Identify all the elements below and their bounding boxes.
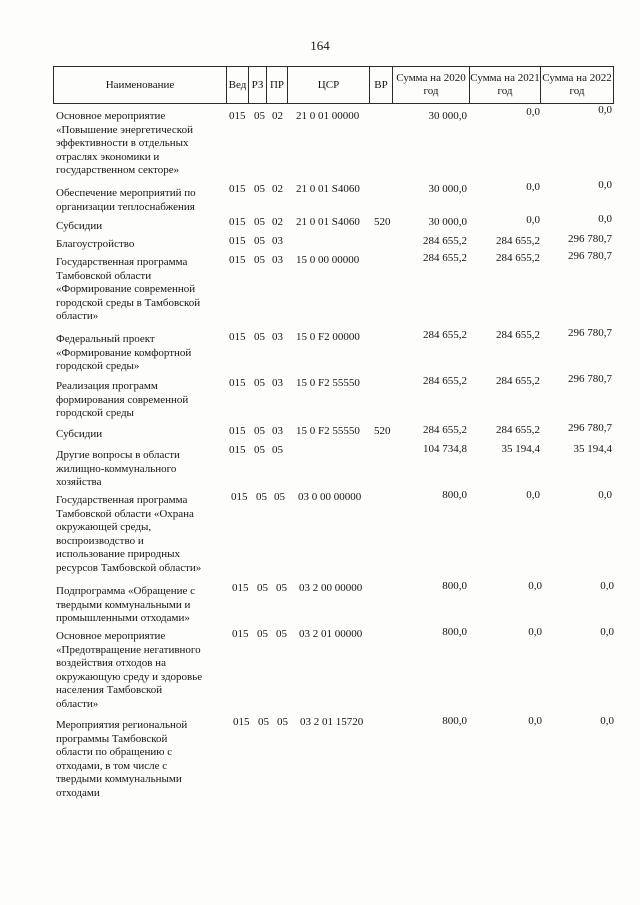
row-pr: 03 xyxy=(272,235,283,247)
row-ved: 015 xyxy=(229,110,246,122)
row-pr: 05 xyxy=(272,444,283,456)
row-pr: 02 xyxy=(272,216,283,228)
row-name: Субсидии xyxy=(56,220,103,232)
row-pr: 03 xyxy=(272,377,283,389)
row-csr: 15 0 F2 55550 xyxy=(296,377,360,389)
row-rz: 05 xyxy=(258,716,269,728)
row-csr: 15 0 F2 00000 xyxy=(296,331,360,343)
row-name: Благоустройство xyxy=(56,238,135,250)
row-sum-2020: 284 655,2 xyxy=(423,424,467,436)
header-divider xyxy=(613,66,614,104)
row-sum-2021: 0,0 xyxy=(526,214,540,226)
row-pr: 05 xyxy=(277,716,288,728)
row-sum-2022: 0,0 xyxy=(598,179,612,191)
row-ved: 015 xyxy=(229,377,246,389)
row-ved: 015 xyxy=(229,444,246,456)
row-name: Основное мероприятие «Повышение энергетической эффективности в отдельных отраслях экономики и государственном секторе» xyxy=(56,110,193,177)
row-ved: 015 xyxy=(232,628,249,640)
row-vr: 520 xyxy=(374,216,391,228)
row-sum-2022: 0,0 xyxy=(598,489,612,501)
row-ved: 015 xyxy=(229,216,246,228)
row-csr: 21 0 01 S4060 xyxy=(296,216,360,228)
row-pr: 02 xyxy=(272,183,283,195)
row-rz: 05 xyxy=(254,110,265,122)
row-vr: 520 xyxy=(374,425,391,437)
row-name: Другие вопросы в области жилищно-коммунального хозяйства xyxy=(56,449,180,489)
row-sum-2020: 800,0 xyxy=(442,715,467,727)
row-name: Федеральный проект «Формирование комфортной городской среды» xyxy=(56,333,192,373)
row-sum-2022: 296 780,7 xyxy=(568,422,612,434)
row-csr: 15 0 F2 55550 xyxy=(296,425,360,437)
row-sum-2020: 284 655,2 xyxy=(423,329,467,341)
row-csr: 21 0 01 00000 xyxy=(296,110,360,122)
row-ved: 015 xyxy=(229,183,246,195)
row-csr: 03 2 00 00000 xyxy=(299,582,363,594)
row-sum-2022: 296 780,7 xyxy=(568,327,612,339)
row-sum-2022: 0,0 xyxy=(600,626,614,638)
row-name: Субсидии xyxy=(56,428,103,440)
row-sum-2022: 0,0 xyxy=(600,715,614,727)
row-pr: 05 xyxy=(276,628,287,640)
row-sum-2022: 0,0 xyxy=(598,104,612,116)
row-sum-2021: 0,0 xyxy=(528,715,542,727)
row-sum-2020: 284 655,2 xyxy=(423,235,467,247)
row-sum-2021: 0,0 xyxy=(526,489,540,501)
row-rz: 05 xyxy=(254,425,265,437)
row-name: Обеспечение мероприятий по организации теплоснабжения xyxy=(56,187,196,213)
header-sum-2020: Сумма на 2020 год xyxy=(396,72,466,97)
row-name: Государственная программа Тамбовской области «Формирование современной городской среды в Тамбовской области» xyxy=(56,256,201,323)
row-rz: 05 xyxy=(257,582,268,594)
row-sum-2020: 104 734,8 xyxy=(423,443,467,455)
row-ved: 015 xyxy=(232,582,249,594)
row-sum-2021: 284 655,2 xyxy=(496,375,540,387)
row-sum-2021: 35 194,4 xyxy=(501,443,540,455)
row-sum-2020: 284 655,2 xyxy=(423,375,467,387)
row-rz: 05 xyxy=(256,491,267,503)
row-rz: 05 xyxy=(254,331,265,343)
row-csr: 03 0 00 00000 xyxy=(298,491,362,503)
row-name: Реализация программ формирования современной городской среды xyxy=(56,380,189,420)
row-sum-2020: 800,0 xyxy=(442,626,467,638)
row-name: Основное мероприятие «Предотвращение негативного воздействия отходов на окружающую среду и здоровье населения Тамбовской области» xyxy=(56,630,203,710)
row-sum-2022: 296 780,7 xyxy=(568,373,612,385)
row-rz: 05 xyxy=(254,254,265,266)
row-ved: 015 xyxy=(229,331,246,343)
row-pr: 03 xyxy=(272,425,283,437)
row-sum-2020: 800,0 xyxy=(442,489,467,501)
header-sum-2021: Сумма на 2021 год xyxy=(470,72,540,97)
page-number: 164 xyxy=(310,38,330,53)
row-sum-2020: 30 000,0 xyxy=(428,110,467,122)
row-sum-2021: 284 655,2 xyxy=(496,252,540,264)
row-sum-2020: 800,0 xyxy=(442,580,467,592)
row-sum-2022: 296 780,7 xyxy=(568,250,612,262)
row-rz: 05 xyxy=(254,216,265,228)
row-name: Подпрограмма «Обращение с твердыми коммунальными и промышленными отходами» xyxy=(56,585,196,625)
row-ved: 015 xyxy=(229,235,246,247)
row-name: Мероприятия региональной программы Тамбовской области по обращению с отходами, в том числе с твердыми коммунальными отходами xyxy=(56,719,188,799)
header-rz: РЗ xyxy=(251,78,264,91)
row-sum-2021: 0,0 xyxy=(526,106,540,118)
row-sum-2022: 296 780,7 xyxy=(568,233,612,245)
header-csr: ЦСР xyxy=(317,78,340,91)
row-sum-2021: 284 655,2 xyxy=(496,235,540,247)
row-sum-2022: 0,0 xyxy=(598,213,612,225)
row-ved: 015 xyxy=(229,254,246,266)
row-pr: 05 xyxy=(276,582,287,594)
row-sum-2020: 284 655,2 xyxy=(423,252,467,264)
row-sum-2020: 30 000,0 xyxy=(428,183,467,195)
row-ved: 015 xyxy=(231,491,248,503)
row-rz: 05 xyxy=(257,628,268,640)
row-name: Государственная программа Тамбовской области «Охрана окружающей среды, воспроизводство и использование природных ресурсов Тамбовской области» xyxy=(56,494,202,574)
row-ved: 015 xyxy=(229,425,246,437)
row-pr: 03 xyxy=(272,254,283,266)
row-pr: 03 xyxy=(272,331,283,343)
row-rz: 05 xyxy=(254,377,265,389)
header-name: Наименование xyxy=(105,78,175,91)
row-ved: 015 xyxy=(233,716,250,728)
row-sum-2021: 284 655,2 xyxy=(496,424,540,436)
header-pr: ПР xyxy=(269,78,285,91)
row-csr: 21 0 01 S4060 xyxy=(296,183,360,195)
row-sum-2021: 0,0 xyxy=(528,626,542,638)
header-bottom-border xyxy=(53,103,614,104)
header-vr: ВР xyxy=(374,78,388,91)
row-csr: 15 0 00 00000 xyxy=(296,254,360,266)
row-sum-2021: 0,0 xyxy=(528,580,542,592)
row-sum-2020: 30 000,0 xyxy=(428,216,467,228)
header-ved: Вед xyxy=(228,78,247,91)
row-sum-2021: 0,0 xyxy=(526,181,540,193)
row-sum-2022: 35 194,4 xyxy=(573,443,612,455)
row-csr: 03 2 01 00000 xyxy=(299,628,363,640)
row-rz: 05 xyxy=(254,183,265,195)
row-csr: 03 2 01 15720 xyxy=(300,716,364,728)
row-rz: 05 xyxy=(254,235,265,247)
header-sum-2022: Сумма на 2022 год xyxy=(542,72,612,97)
row-rz: 05 xyxy=(254,444,265,456)
row-pr: 05 xyxy=(274,491,285,503)
row-sum-2021: 284 655,2 xyxy=(496,329,540,341)
row-pr: 02 xyxy=(272,110,283,122)
row-sum-2022: 0,0 xyxy=(600,580,614,592)
